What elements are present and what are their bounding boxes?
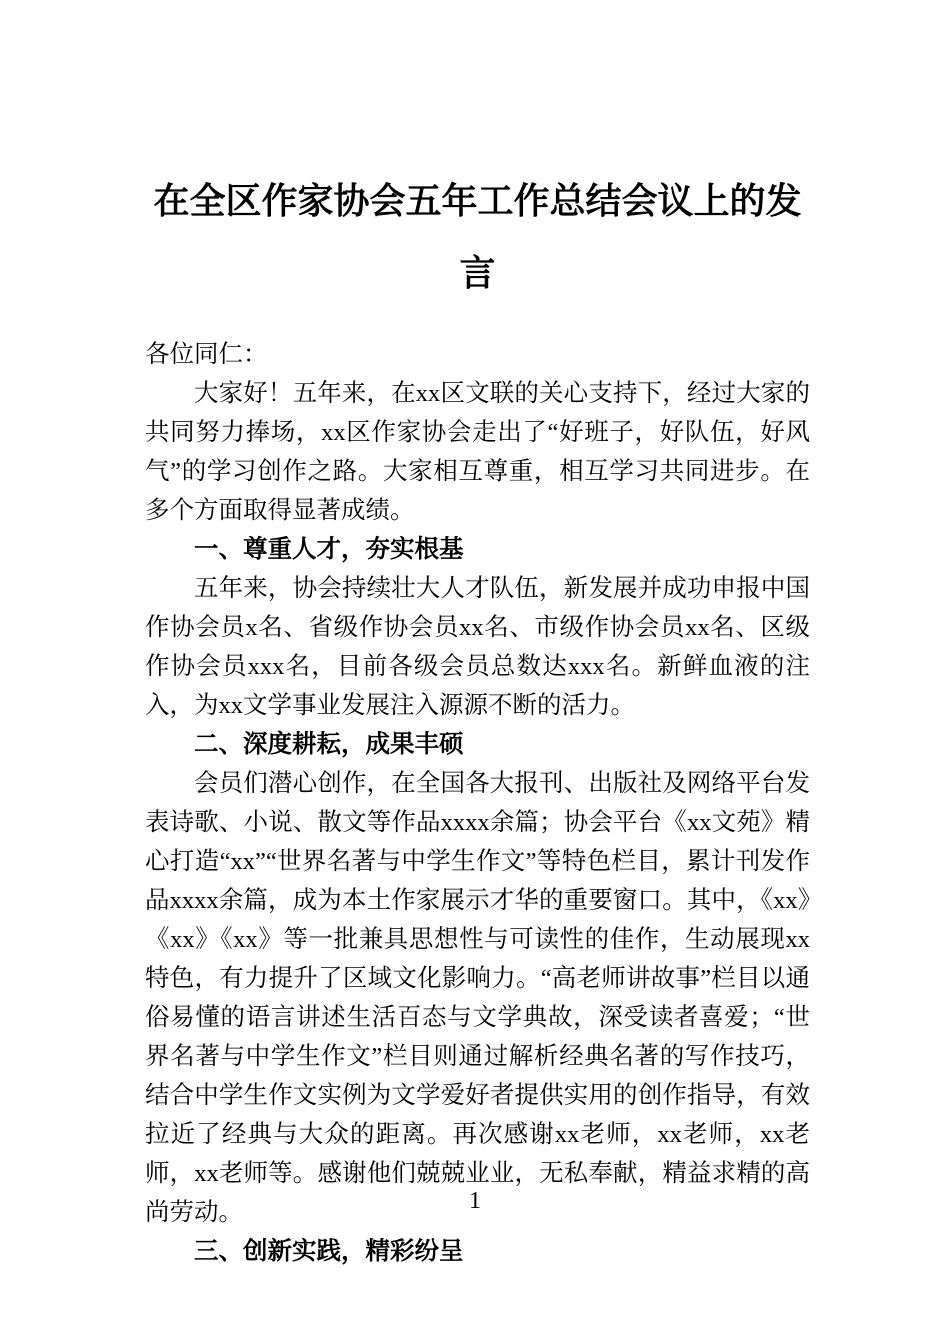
- document-body: [145, 335, 810, 1271]
- page-number: 1: [469, 1188, 481, 1214]
- paragraph-intro: 大家好！五年来，在xx区文联的关心支持下，经过大家的共同努力捧场，xx区作家协会走出了“好班子，好队伍，好风气”的学习创作之路。大家相互尊重，相互学习共同进步。在多个方面取得显著成绩。: [145, 380, 810, 524]
- section-heading-3: 三、创新实践，精彩纷呈: [194, 1238, 464, 1265]
- document-title-line-2: 言: [459, 253, 496, 293]
- section-heading-2: 二、深度耕耘，成果丰硕: [194, 731, 464, 758]
- paragraph-section-2: 会员们潜心创作，在全国各大报刊、出版社及网络平台发表诗歌、小说、散文等作品xxxx余篇；协会平台《xx文苑》精心打造“xx”“世界名著与中学生作文”等特色栏目，累计刊发作品xxxx余篇，成为本土作家展示才华的重要窗口。其中，《xx》《xx》《xx》等一批兼具思想性与可读性的佳作，生动展现xx特色，有力提升了区域文化影响力。“高老师讲故事”栏目以通俗易懂的语言讲述生活百态与文学典故，深受读者喜爱；“世界名著与中学生作文”栏目则通过解析经典名著的写作技巧，结合中学生作文实例为文学爱好者提供实用的创作指导，有效拉近了经典与大众的距离。再次感谢xx老师，xx老师，xx老师，xx老师等。感谢他们兢兢业业，无私奉献，精益求精的高尚劳动。: [145, 770, 810, 1226]
- section-heading-1: 一、尊重人才，夯实根基: [194, 536, 464, 563]
- paragraph-salutation: 各位同仁：: [145, 341, 268, 368]
- paragraph-section-1: 五年来，协会持续壮大人才队伍，新发展并成功申报中国作协会员x名、省级作协会员xx名、市级作协会员xx名、区级作协会员xxx名，目前各级会员总数达xxx名。新鲜血液的注入，为xx文学事业发展注入源源不断的活力。: [145, 575, 810, 719]
- document-title: [145, 165, 810, 309]
- document-title-line-1: 在全区作家协会五年工作总结会议上的发: [153, 181, 802, 221]
